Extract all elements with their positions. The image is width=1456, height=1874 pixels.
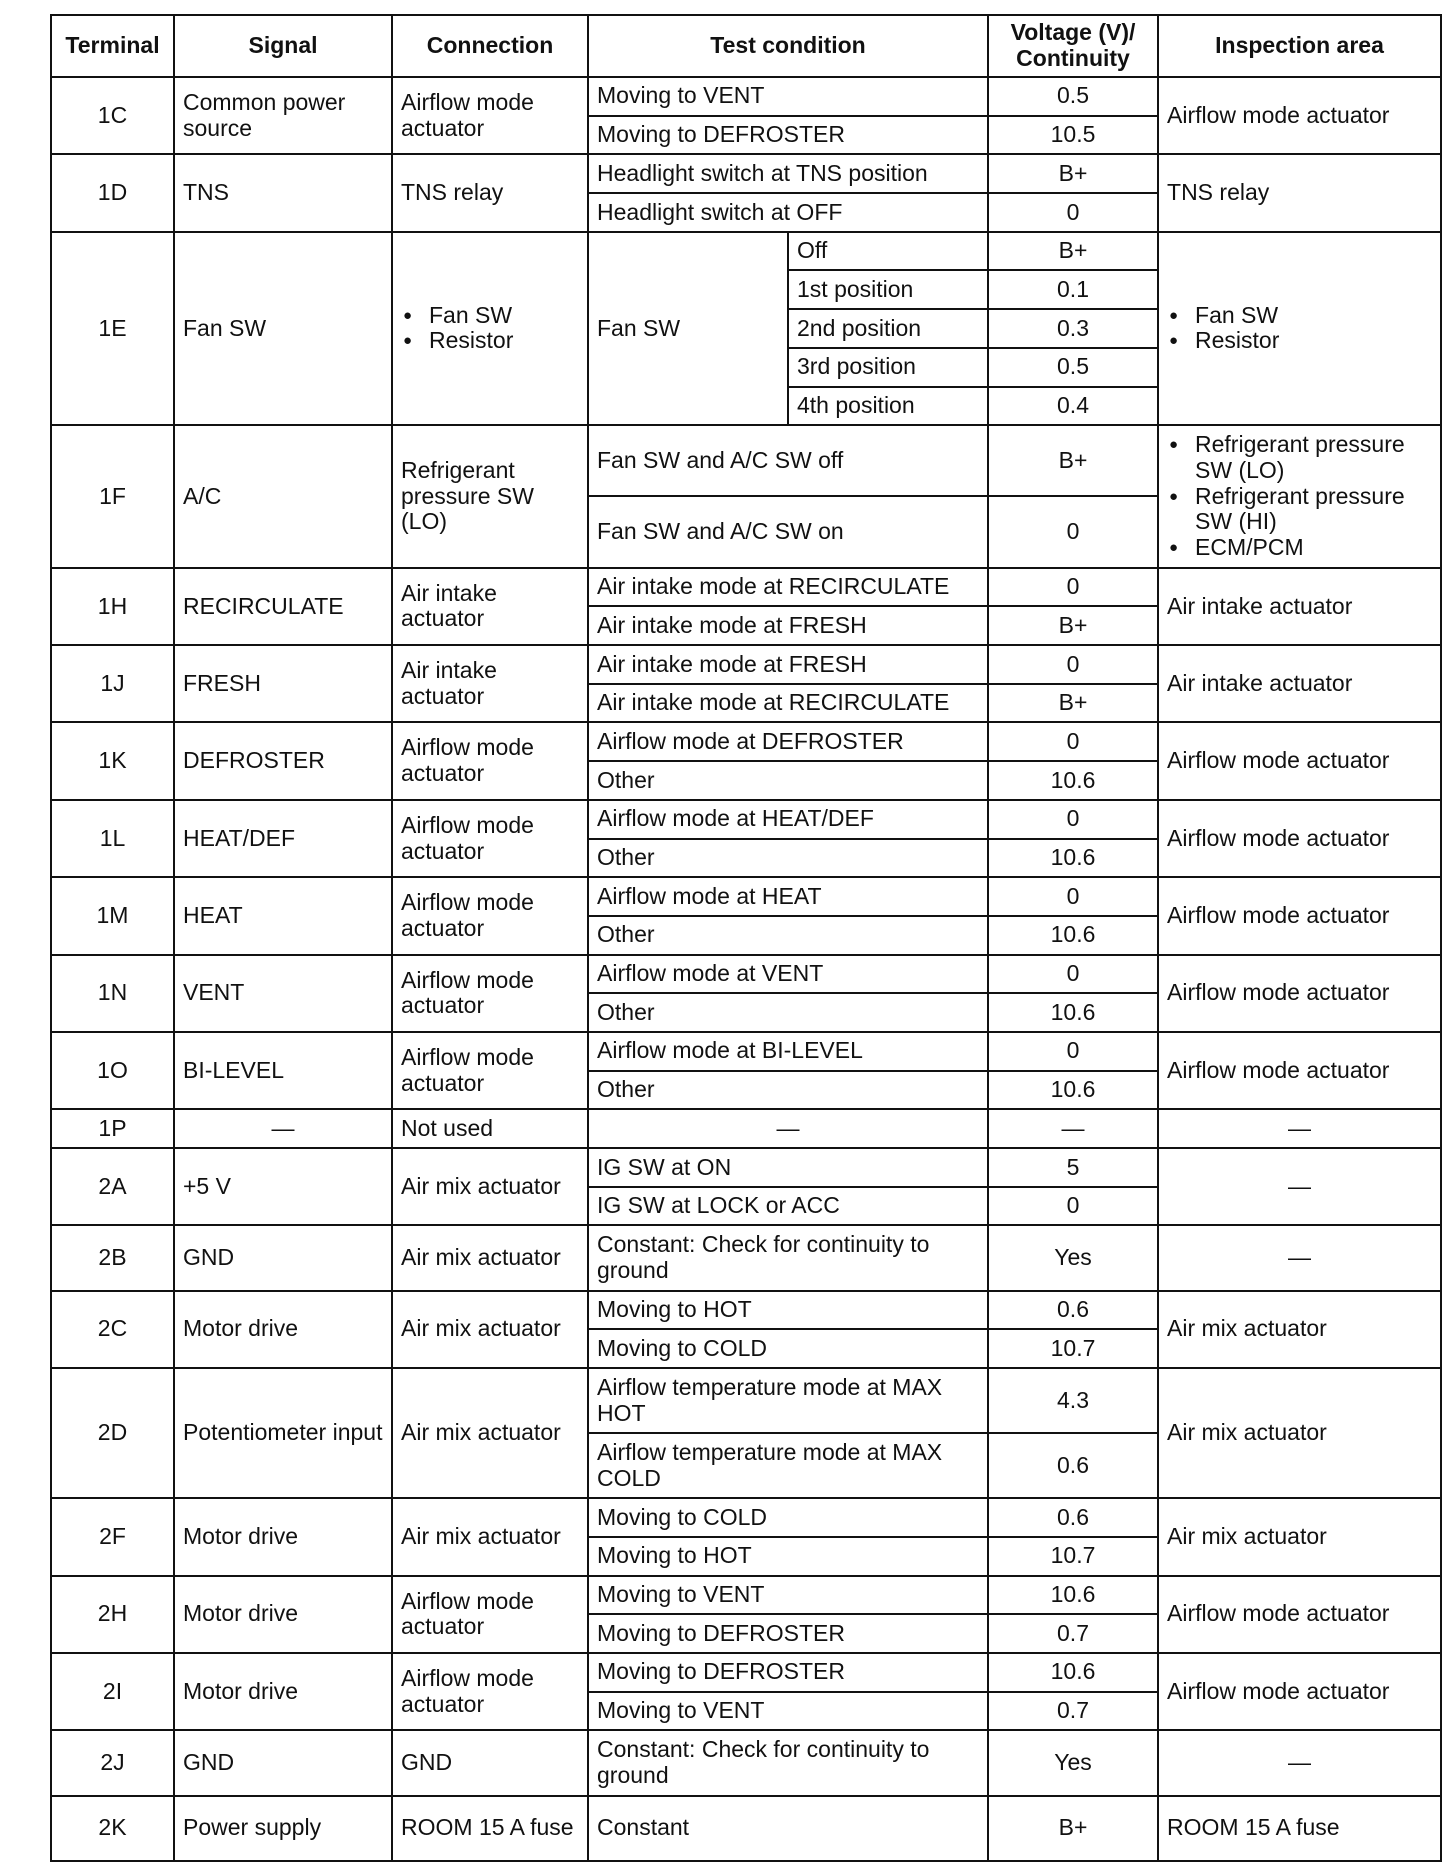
voltage-cell: 0 [988,1032,1158,1071]
voltage-cell: 0 [988,568,1158,607]
test-condition-cell: Moving to DEFROSTER [588,1614,988,1653]
test-condition-cell: Headlight switch at OFF [588,193,988,232]
signal-cell: DEFROSTER [174,722,392,799]
connection-cell [392,232,588,425]
signal-cell: BI-LEVEL [174,1032,392,1109]
inspection-cell: Airflow mode actuator [1158,1032,1441,1109]
terminal-inspection-table [50,14,1442,1862]
terminal-cell: 1O [51,1032,174,1109]
test-condition-cell: Constant: Check for continuity to ground [588,1225,988,1290]
inspection-cell: — [1158,1109,1441,1148]
table-row [51,1653,1441,1692]
voltage-cell: 0 [988,800,1158,839]
voltage-cell: 10.6 [988,1071,1158,1110]
inspection-cell [1158,232,1441,425]
sub-condition-cell: Off [788,232,988,271]
signal-cell: +5 V [174,1148,392,1225]
terminal-cell: 1D [51,154,174,231]
sub-condition-cell: 4th position [788,387,988,426]
terminal-cell: 2C [51,1291,174,1368]
test-condition-cell: Airflow mode at VENT [588,955,988,994]
voltage-cell: 0.7 [988,1692,1158,1731]
voltage-cell: 0.1 [988,270,1158,309]
voltage-cell: 10.6 [988,761,1158,800]
inspection-cell: — [1158,1730,1441,1795]
terminal-cell: 1H [51,568,174,645]
test-condition-cell: Airflow temperature mode at MAX HOT [588,1368,988,1433]
table-row [51,1148,1441,1187]
connection-cell: Airflow mode actuator [392,800,588,877]
test-condition-cell: Other [588,1071,988,1110]
inspection-cell [1158,425,1441,568]
connection-cell: Airflow mode actuator [392,722,588,799]
connection-cell: TNS relay [392,154,588,231]
inspection-cell: Air mix actuator [1158,1291,1441,1368]
voltage-cell: 10.6 [988,1653,1158,1692]
signal-cell: FRESH [174,645,392,722]
connection-cell: Air mix actuator [392,1148,588,1225]
header-voltage: Voltage (V)/ Continuity [988,15,1158,77]
terminal-cell: 2J [51,1730,174,1795]
terminal-cell: 2D [51,1368,174,1498]
connection-cell: Airflow mode actuator [392,955,588,1032]
test-condition-cell: Fan SW [588,232,788,425]
test-condition-cell: Moving to DEFROSTER [588,116,988,155]
terminal-cell: 1M [51,877,174,954]
test-condition-cell: Moving to COLD [588,1329,988,1368]
header-test-condition: Test condition [588,15,988,77]
inspection-cell: Airflow mode actuator [1158,955,1441,1032]
terminal-cell: 2B [51,1225,174,1290]
table-row [51,232,1441,271]
terminal-cell: 1L [51,800,174,877]
inspection-cell: Air intake actuator [1158,645,1441,722]
voltage-cell: 10.6 [988,993,1158,1032]
table-row [51,877,1441,916]
connection-cell: Air mix actuator [392,1291,588,1368]
test-condition-cell: Constant [588,1796,988,1861]
voltage-cell: 0 [988,955,1158,994]
inspection-bullet: ● Fan SW [1167,303,1432,329]
signal-cell: Common power source [174,77,392,154]
signal-cell: TNS [174,154,392,231]
signal-cell: Potentiometer input [174,1368,392,1498]
table-row [51,1576,1441,1615]
voltage-cell: 10.5 [988,116,1158,155]
test-condition-cell: Airflow mode at HEAT [588,877,988,916]
terminal-cell: 2H [51,1576,174,1653]
voltage-cell: 4.3 [988,1368,1158,1433]
table-row [51,955,1441,994]
connection-cell: Air intake actuator [392,568,588,645]
test-condition-cell: Air intake mode at FRESH [588,606,988,645]
signal-cell: Motor drive [174,1653,392,1730]
sub-condition-cell: 2nd position [788,309,988,348]
connection-cell: Airflow mode actuator [392,877,588,954]
table-row [51,1032,1441,1071]
connection-cell: Air mix actuator [392,1498,588,1575]
sub-condition-cell: 1st position [788,270,988,309]
terminal-cell: 1P [51,1109,174,1148]
test-condition-cell: Headlight switch at TNS position [588,154,988,193]
inspection-bullet: ● Refrigerant pressure SW (HI) [1167,484,1432,536]
connection-cell: Airflow mode actuator [392,1653,588,1730]
connection-cell: Airflow mode actuator [392,1032,588,1109]
voltage-cell: 0.6 [988,1498,1158,1537]
test-condition-cell: Other [588,916,988,955]
voltage-cell: 10.6 [988,1576,1158,1615]
signal-cell: GND [174,1225,392,1290]
test-condition-cell: Moving to COLD [588,1498,988,1537]
connection-cell: Refrigerant pressure SW (LO) [392,425,588,568]
table-row [51,1498,1441,1537]
terminal-cell: 1E [51,232,174,425]
voltage-cell: 10.7 [988,1329,1158,1368]
test-condition-cell: IG SW at LOCK or ACC [588,1187,988,1226]
terminal-cell: 2F [51,1498,174,1575]
table-row [51,1796,1441,1861]
voltage-cell: Yes [988,1225,1158,1290]
test-condition-cell: Moving to VENT [588,77,988,116]
connection-cell: Airflow mode actuator [392,77,588,154]
inspection-bullet: ● Refrigerant pressure SW (LO) [1167,432,1432,484]
inspection-cell: — [1158,1148,1441,1225]
voltage-cell: 0 [988,1187,1158,1226]
voltage-cell: 10.6 [988,839,1158,878]
signal-cell: Motor drive [174,1576,392,1653]
voltage-cell: 0 [988,496,1158,567]
connection-bullet: ● Resistor [401,328,579,354]
voltage-cell: 5 [988,1148,1158,1187]
test-condition-cell: Moving to VENT [588,1576,988,1615]
voltage-cell: B+ [988,154,1158,193]
terminal-cell: 2I [51,1653,174,1730]
voltage-cell: 10.7 [988,1537,1158,1576]
terminal-cell: 1J [51,645,174,722]
voltage-cell: 10.6 [988,916,1158,955]
inspection-cell: Airflow mode actuator [1158,722,1441,799]
table-row [51,722,1441,761]
table-row [51,1368,1441,1433]
inspection-cell: TNS relay [1158,154,1441,231]
connection-bullet: ● Fan SW [401,303,579,329]
voltage-cell: 0.3 [988,309,1158,348]
signal-cell: Motor drive [174,1291,392,1368]
header-signal: Signal [174,15,392,77]
sub-condition-cell: 3rd position [788,348,988,387]
table-row [51,1225,1441,1290]
terminal-cell: 1F [51,425,174,568]
voltage-cell: 0.6 [988,1291,1158,1330]
table-row [51,800,1441,839]
signal-cell: GND [174,1730,392,1795]
connection-cell: Air mix actuator [392,1368,588,1498]
voltage-cell: B+ [988,425,1158,496]
terminal-cell: 1N [51,955,174,1032]
voltage-cell: — [988,1109,1158,1148]
test-condition-cell: IG SW at ON [588,1148,988,1187]
test-condition-cell: Airflow temperature mode at MAX COLD [588,1433,988,1498]
voltage-cell: B+ [988,606,1158,645]
test-condition-cell: Fan SW and A/C SW off [588,425,988,496]
connection-cell: ROOM 15 A fuse [392,1796,588,1861]
test-condition-cell: Airflow mode at HEAT/DEF [588,800,988,839]
terminal-cell: 2K [51,1796,174,1861]
voltage-cell: B+ [988,1796,1158,1861]
signal-cell: RECIRCULATE [174,568,392,645]
test-condition-cell: Air intake mode at FRESH [588,645,988,684]
table-row [51,154,1441,193]
connection-cell: Air mix actuator [392,1225,588,1290]
voltage-cell: 0.4 [988,387,1158,426]
signal-cell: — [174,1109,392,1148]
signal-cell: HEAT/DEF [174,800,392,877]
voltage-cell: 0.5 [988,348,1158,387]
test-condition-cell: Airflow mode at BI-LEVEL [588,1032,988,1071]
test-condition-cell: Moving to DEFROSTER [588,1653,988,1692]
test-condition-cell: Air intake mode at RECIRCULATE [588,684,988,723]
table-row [51,1291,1441,1330]
test-condition-cell: Other [588,993,988,1032]
signal-cell: HEAT [174,877,392,954]
signal-cell: A/C [174,425,392,568]
test-condition-cell: — [588,1109,988,1148]
inspection-cell: ROOM 15 A fuse [1158,1796,1441,1861]
test-condition-cell: Moving to HOT [588,1291,988,1330]
inspection-cell: — [1158,1225,1441,1290]
inspection-bullet: ● Resistor [1167,328,1432,354]
voltage-cell: 0 [988,877,1158,916]
table-row [51,1730,1441,1795]
signal-cell: Power supply [174,1796,392,1861]
signal-cell: Fan SW [174,232,392,425]
test-condition-cell: Airflow mode at DEFROSTER [588,722,988,761]
connection-cell: Air intake actuator [392,645,588,722]
test-condition-cell: Fan SW and A/C SW on [588,496,988,567]
header-inspection: Inspection area [1158,15,1441,77]
terminal-cell: 1C [51,77,174,154]
inspection-cell: Airflow mode actuator [1158,1653,1441,1730]
inspection-cell: Airflow mode actuator [1158,77,1441,154]
table-row [51,425,1441,496]
inspection-bullet: ● ECM/PCM [1167,535,1432,561]
terminal-cell: 2A [51,1148,174,1225]
terminal-cell: 1K [51,722,174,799]
test-condition-cell: Other [588,839,988,878]
test-condition-cell: Air intake mode at RECIRCULATE [588,568,988,607]
voltage-cell: 0 [988,645,1158,684]
voltage-cell: B+ [988,684,1158,723]
inspection-cell: Air mix actuator [1158,1498,1441,1575]
test-condition-cell: Moving to VENT [588,1692,988,1731]
test-condition-cell: Constant: Check for continuity to ground [588,1730,988,1795]
connection-cell: Airflow mode actuator [392,1576,588,1653]
inspection-cell: Airflow mode actuator [1158,800,1441,877]
voltage-cell: Yes [988,1730,1158,1795]
inspection-cell: Airflow mode actuator [1158,1576,1441,1653]
inspection-cell: Air intake actuator [1158,568,1441,645]
signal-cell: VENT [174,955,392,1032]
connection-cell: Not used [392,1109,588,1148]
voltage-cell: 0.7 [988,1614,1158,1653]
table-row [51,77,1441,116]
table-row [51,568,1441,607]
header-connection: Connection [392,15,588,77]
inspection-cell: Airflow mode actuator [1158,877,1441,954]
header-terminal: Terminal [51,15,174,77]
voltage-cell: 0 [988,193,1158,232]
table-row [51,1109,1441,1148]
test-condition-cell: Moving to HOT [588,1537,988,1576]
table-row [51,645,1441,684]
voltage-cell: 0.6 [988,1433,1158,1498]
header-row [51,15,1441,77]
signal-cell: Motor drive [174,1498,392,1575]
voltage-cell: 0 [988,722,1158,761]
voltage-cell: 0.5 [988,77,1158,116]
test-condition-cell: Other [588,761,988,800]
connection-cell: GND [392,1730,588,1795]
inspection-cell: Air mix actuator [1158,1368,1441,1498]
voltage-cell: B+ [988,232,1158,271]
